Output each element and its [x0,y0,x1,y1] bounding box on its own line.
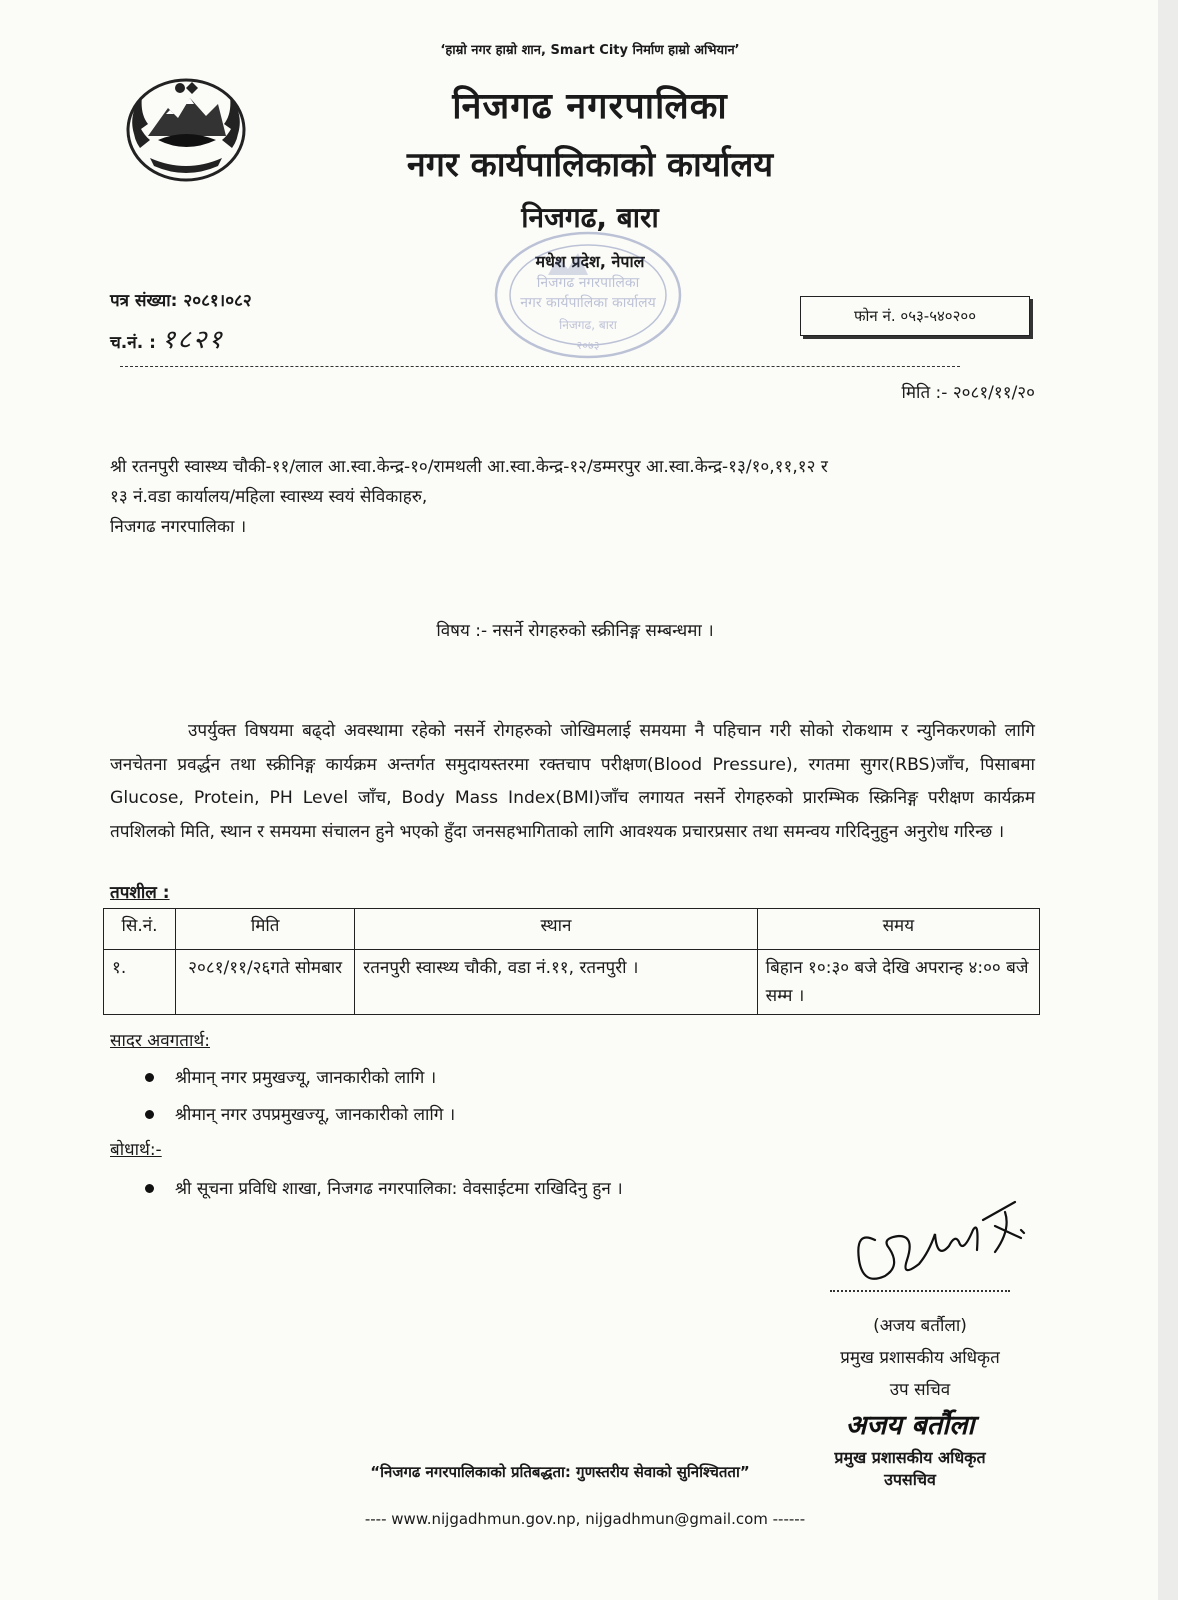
letter-number [110,288,252,311]
cc-heading: सादर अवगतार्थ: [110,1031,210,1051]
slogan: ‘हाम्रो नगर हाम्रो शान, Smart City निर्माण हाम्रो अभियान’ [440,43,740,58]
signatory-block [790,1310,1050,1406]
svg-text:नगर कार्यपालिका कार्यालय: नगर कार्यपालिका कार्यालय [520,295,656,311]
page-edge [1158,0,1178,1600]
dispatch-number-value: १८२१ [161,325,224,355]
table-header-row [104,909,1040,950]
commitment-statement: “निजगढ नगरपालिकाको प्रतिबद्धता: गुणस्तरीय सेवाको सुनिश्चितता” [370,1463,750,1481]
bullet-icon [145,1110,154,1119]
letter-number-label: पत्र संख्या: [110,291,178,311]
name-stamp-rank: उपसचिव [884,1470,936,1489]
name-stamp-designation: प्रमुख प्रशासकीय अधिकृत [834,1448,986,1467]
cell-place: रतनपुरी स्वास्थ्य चौकी, वडा नं.११, रतनपुरी । [355,950,757,1015]
cell-date: २०८१/११/२६गते सोमबार [176,950,355,1015]
info-item [175,1176,623,1199]
body-paragraph: उपर्युक्त विषयमा बढ्दो अवस्थामा रहेको नसर्ने रोगहरुको जोखिमलाई समयमा नै पहिचान गरी सोको रोकथाम र न्युनिकरणको लागि जनचेतना प्रवर्द्धन तथा स्क्रीनिङ्ग कार्यक्रम अन्तर्गत समुदायस्तरमा रक्तचाप परीक्षण(Blood Pressure), रगतमा सुगर(RBS)जाँच, पिसाबमा Glucose, Protein, PH Level जाँच, Body Mass Index(BMI)जाँच लगायत नसर्ने रोगहरुको प्रारम्भिक स्क्रिनिङ्ग परीक्षण कार्यक्रम तपशिलको मिति, स्थान र समयमा संचालन हुने भएको हुँदा जनसहभागिताको लागि आवश्यक प्रचारप्रसार तथा समन्वय गरिदिनुहुन अनुरोध गरिन्छ । [110,721,1035,842]
signatory-rank: उप सचिव [889,1380,951,1400]
phone-box [800,296,1030,336]
addressee-line: १३ नं.वडा कार्यालय/महिला स्वास्थ्य स्वयं सेविकाहरु, [110,487,428,507]
schedule-table [103,908,1040,1015]
office-stamp-watermark [488,225,688,365]
phone-number: फोन नं. ०५३-५४०२०० [853,307,977,325]
cc-item [175,1102,455,1125]
handwritten-signature [845,1190,1030,1300]
name-stamp-name: अजय बर्तौला [845,1410,975,1441]
name-stamp [790,1405,1030,1490]
addressee-line: निजगढ नगरपालिका । [110,517,247,537]
col-header-sn: सि.नं. [104,909,176,950]
cc-item-text: श्रीमान् नगर उपप्रमुखज्यू, जानकारीको लागि । [175,1105,456,1125]
province: मधेश प्रदेश, नेपाल [535,252,645,271]
addressee-line: श्री रतनपुरी स्वास्थ्य चौकी-११/लाल आ.स्वा.केन्द्र-१०/रामथली आ.स्वा.केन्द्र-१२/डम्मरपुर आ.स्वा.केन्द्र-१३/१०,११,१२ र [110,457,828,477]
col-header-place: स्थान [355,909,757,950]
bullet-icon [145,1073,154,1082]
dispatch-number [110,320,224,356]
info-heading: बोधार्थ:- [110,1140,162,1160]
office-location: निजगढ, बारा [521,201,659,234]
signatory-name: (अजय बर्तौला) [873,1316,967,1336]
letter-date: मिति :- २०८१/११/२० [901,383,1035,403]
nepal-government-emblem-icon [120,74,252,186]
office-subtitle: नगर कार्यपालिकाको कार्यालय [406,145,774,185]
dispatch-number-label: च.नं. : [110,333,156,353]
cell-time: बिहान १०:३० बजे देखि अपरान्ह ४:०० बजे सम्म । [757,950,1039,1015]
table-row [104,950,1040,1015]
letter-number-value: २०८१।०८२ [183,291,252,311]
cc-item [175,1065,436,1088]
addressee [110,452,1040,542]
details-heading: तपशील : [110,883,170,903]
footer-contact: ---- www.nijgadhmun.gov.np, nijgadhmun@gmail.com ------ [364,1510,806,1528]
col-header-time: समय [757,909,1039,950]
signatory-designation: प्रमुख प्रशासकीय अधिकृत [840,1348,1000,1368]
cc-item-text: श्रीमान् नगर प्रमुखज्यू, जानकारीको लागि । [175,1068,437,1088]
cell-sn: १. [104,950,176,1015]
svg-text:२०७३: २०७३ [576,339,600,352]
svg-text:निजगढ नगरपालिका: निजगढ नगरपालिका [536,275,640,291]
svg-text:निजगढ, बारा: निजगढ, बारा [559,318,617,332]
bullet-icon [145,1184,154,1193]
subject-line: विषय :- नसर्ने रोगहरुको स्क्रीनिङ्ग सम्बन्धमा । [436,621,714,641]
office-name: निजगढ नगरपालिका [452,86,728,127]
header-divider [120,366,960,367]
col-header-date: मिति [176,909,355,950]
signature-line [830,1290,1010,1292]
info-item-text: श्री सूचना प्रविधि शाखा, निजगढ नगरपालिका: वेवसाईटमा राखिदिनु हुन । [175,1179,623,1199]
